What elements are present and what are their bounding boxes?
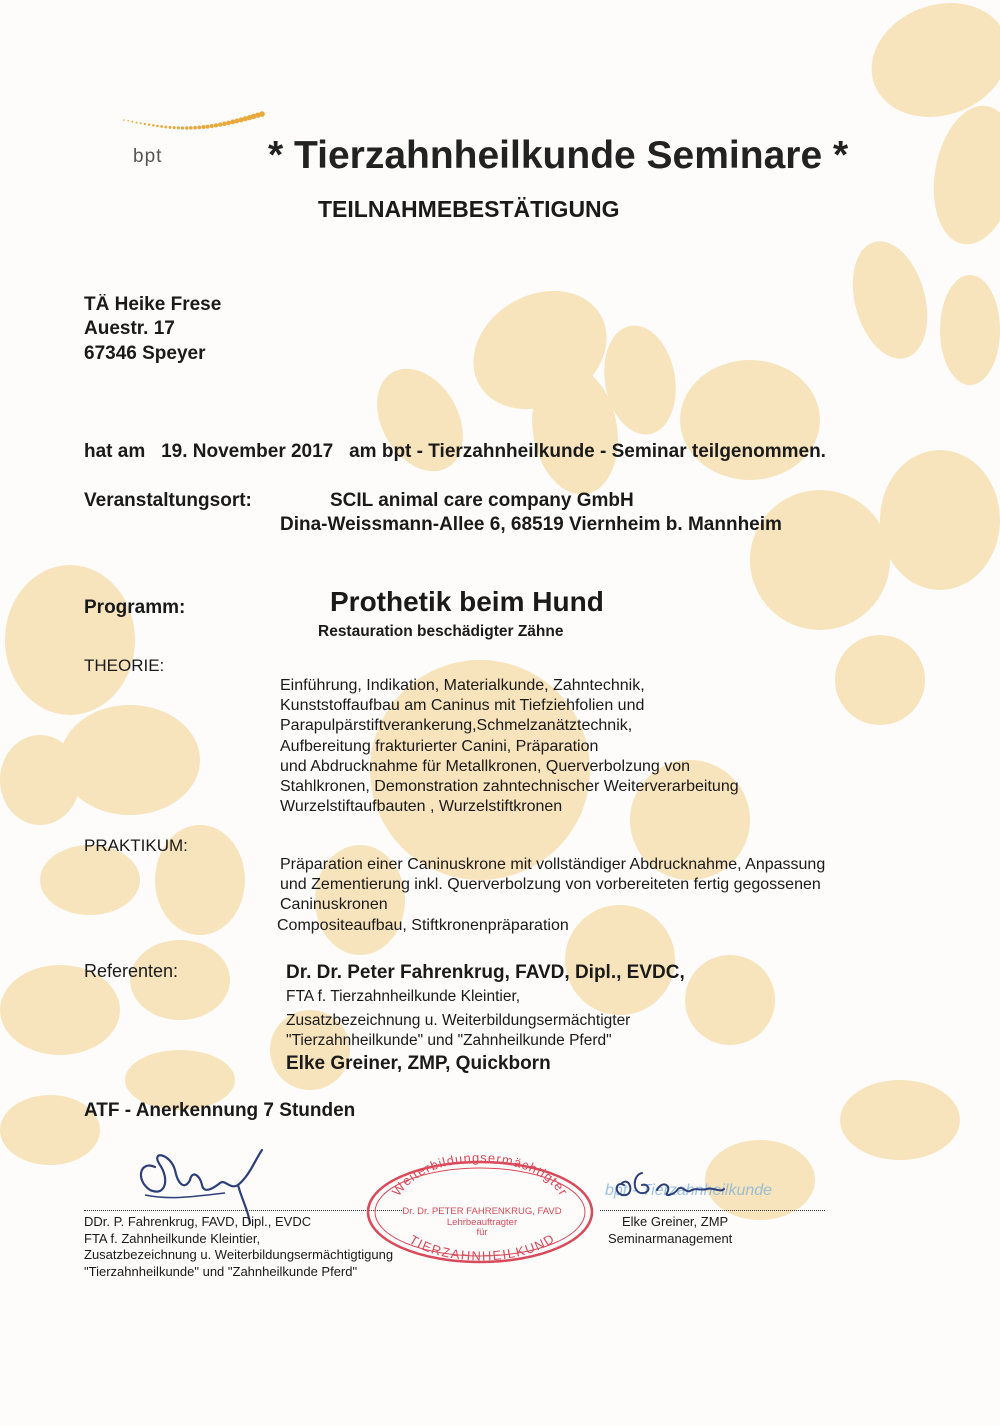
recipient-name: TÄ Heike Frese: [84, 294, 222, 315]
theory-line: und Abdrucknahme für Metallkronen, Querverbolzung von: [280, 757, 691, 775]
tierzahnheilkunde-stamp-text: bpt - Tierzahnheilkunde: [605, 1182, 773, 1199]
logo-dot: [189, 126, 193, 130]
recipient-city: 67346 Speyer: [84, 343, 206, 364]
logo-dot: [222, 122, 227, 127]
page-title: * Tierzahnheilkunde Seminare *: [268, 134, 849, 177]
participation-date: 19. November 2017: [161, 441, 334, 462]
speaker-2-name: Elke Greiner, ZMP, Quickborn: [286, 1053, 551, 1074]
speakers-label: Referenten:: [84, 961, 179, 981]
paw-print-toe: [360, 353, 481, 486]
paw-print-toe: [880, 450, 1000, 590]
recipient-street: Auestr. 17: [84, 318, 175, 339]
paw-print-toe: [685, 955, 775, 1045]
signature-left-block: [84, 1214, 393, 1280]
document-subtitle: TEILNAHMEBESTÄTIGUNG: [318, 196, 620, 222]
logo-dot: [148, 124, 150, 126]
stamp-bottom-arc: TIERZAHNHEILKUND: [406, 1230, 558, 1264]
logo-text: bpt: [133, 146, 163, 167]
signature-left-line: Zusatzbezeichnung u. Weiterbildungsermächtigtigung: [84, 1247, 394, 1262]
stamp-line-3: für: [476, 1227, 488, 1238]
theory-label: THEORIE:: [84, 656, 165, 675]
logo-dot: [202, 125, 206, 129]
paw-print-toe: [923, 99, 1000, 251]
program-title: Prothetik beim Hund: [330, 586, 604, 617]
logo-dot: [160, 125, 163, 128]
program-label: Programm:: [84, 597, 186, 618]
practice-line: Caninuskronen: [280, 896, 388, 914]
logo-dot: [131, 121, 133, 123]
paw-print-toe: [841, 233, 940, 367]
logo-dot: [140, 122, 142, 124]
speaker-1-qualification: "Tierzahnheilkunde" und "Zahnheilkunde Pferd": [286, 1032, 612, 1049]
stamp-top-arc: Weiterbildungsermächtigter: [388, 1149, 572, 1199]
logo-dot: [259, 111, 265, 117]
participation-prefix: hat am: [84, 441, 146, 462]
logo-dot: [234, 118, 239, 123]
signature-left-line: DDr. P. Fahrenkrug, FAVD, Dipl., EVDC: [84, 1214, 312, 1229]
logo-dot: [136, 122, 138, 124]
atf-recognition: ATF - Anerkennung 7 Stunden: [84, 1100, 356, 1121]
logo-dot: [127, 120, 129, 122]
theory-text: [280, 676, 900, 817]
signature-greiner-icon: [612, 1165, 742, 1210]
speaker-1-qualification: Zusatzbezeichnung u. Weiterbildungsermächtigter: [286, 1012, 631, 1029]
program-subtitle: Restauration beschädigter Zähne: [318, 623, 564, 640]
logo-dot: [169, 126, 172, 129]
signature-left-line: "Tierzahnheilkunde" und "Zahnheilkunde Pferd": [84, 1263, 358, 1279]
participation-sentence: [84, 441, 826, 463]
theory-line: Aufbereitung frakturierter Canini, Präparation: [280, 737, 599, 755]
signature-right-block: [608, 1214, 733, 1247]
logo-dot: [185, 126, 188, 129]
logo-dot: [214, 123, 218, 127]
logo-dot: [164, 126, 167, 129]
logo-dot: [206, 125, 210, 129]
logo-dot: [173, 126, 176, 129]
venue-label: Veranstaltungsort:: [84, 490, 252, 511]
logo-dot: [123, 119, 125, 121]
paw-print-toe: [940, 275, 1000, 385]
stamp-line-1: Dr. Dr. PETER FAHRENKRUG, FAVD: [402, 1206, 562, 1217]
logo-dot: [230, 120, 235, 125]
signature-right-line: Elke Greiner, ZMP: [622, 1214, 729, 1229]
practice-label: PRAKTIKUM:: [84, 836, 188, 855]
practice-line: Präparation einer Caninuskrone mit vollständiger Abdrucknahme, Anpassung: [280, 856, 826, 873]
paw-print-toe: [5, 565, 135, 715]
logo-dots-icon: [118, 112, 268, 140]
participation-suffix: am bpt - Tierzahnheilkunde - Seminar teilgenommen.: [349, 441, 826, 462]
logo-dot: [156, 125, 159, 128]
logo-dot: [218, 122, 222, 126]
official-stamp-icon: [365, 1150, 595, 1265]
logo-dot: [152, 124, 154, 126]
speaker-1-name: Dr. Dr. Peter Fahrenkrug, FAVD, Dipl., EVDC,: [286, 962, 685, 983]
logo-dot: [181, 126, 184, 129]
stamp-line-2: Lehrbeauftragter: [446, 1217, 518, 1228]
signature-right-line: Seminarmanagement: [608, 1230, 733, 1246]
paw-print-toe: [840, 1080, 960, 1160]
speaker-1-qualification: FTA f. Tierzahnheilkunde Kleintier,: [286, 988, 521, 1005]
paw-print-toe: [60, 705, 200, 815]
signature-fahrenkrug-icon: [130, 1145, 290, 1225]
venue-address: Dina-Weissmann-Allee 6, 68519 Viernheim b. Mannheim: [280, 514, 782, 535]
theory-line: Parapulpärstiftverankerung,Schmelzanätztechnik,: [280, 717, 633, 735]
logo-dot: [177, 126, 180, 129]
practice-text: [277, 855, 900, 936]
logo-dot: [210, 124, 214, 128]
theory-line: Kunststoffaufbau am Caninus mit Tiefziehfolien und: [280, 697, 645, 715]
logo-dot: [144, 123, 146, 125]
venue-company: SCIL animal care company GmbH: [330, 490, 634, 511]
logo-dot: [193, 126, 197, 130]
signature-left-line: FTA f. Zahnheilkunde Kleintier,: [84, 1230, 261, 1246]
logo-dot: [197, 126, 201, 130]
signature-line-right: [600, 1210, 825, 1211]
theory-line: Wurzelstiftaufbauten , Wurzelstiftkronen: [280, 798, 563, 816]
theory-line: Einführung, Indikation, Materialkunde, Zahntechnik,: [280, 677, 645, 694]
svg-text:Weiterbildungsermächtigter: [389, 1150, 572, 1199]
theory-line: Stahlkronen, Demonstration zahntechnischer Weiterverarbeitung: [280, 778, 739, 796]
practice-line: Compositeaufbau, Stiftkronenpräparation: [277, 916, 569, 934]
practice-line: und Zementierung inkl. Querverbolzung von vorbereiteten fertig gegossenen: [280, 876, 821, 894]
logo-dot: [226, 121, 231, 126]
paw-print-toe: [750, 490, 890, 630]
